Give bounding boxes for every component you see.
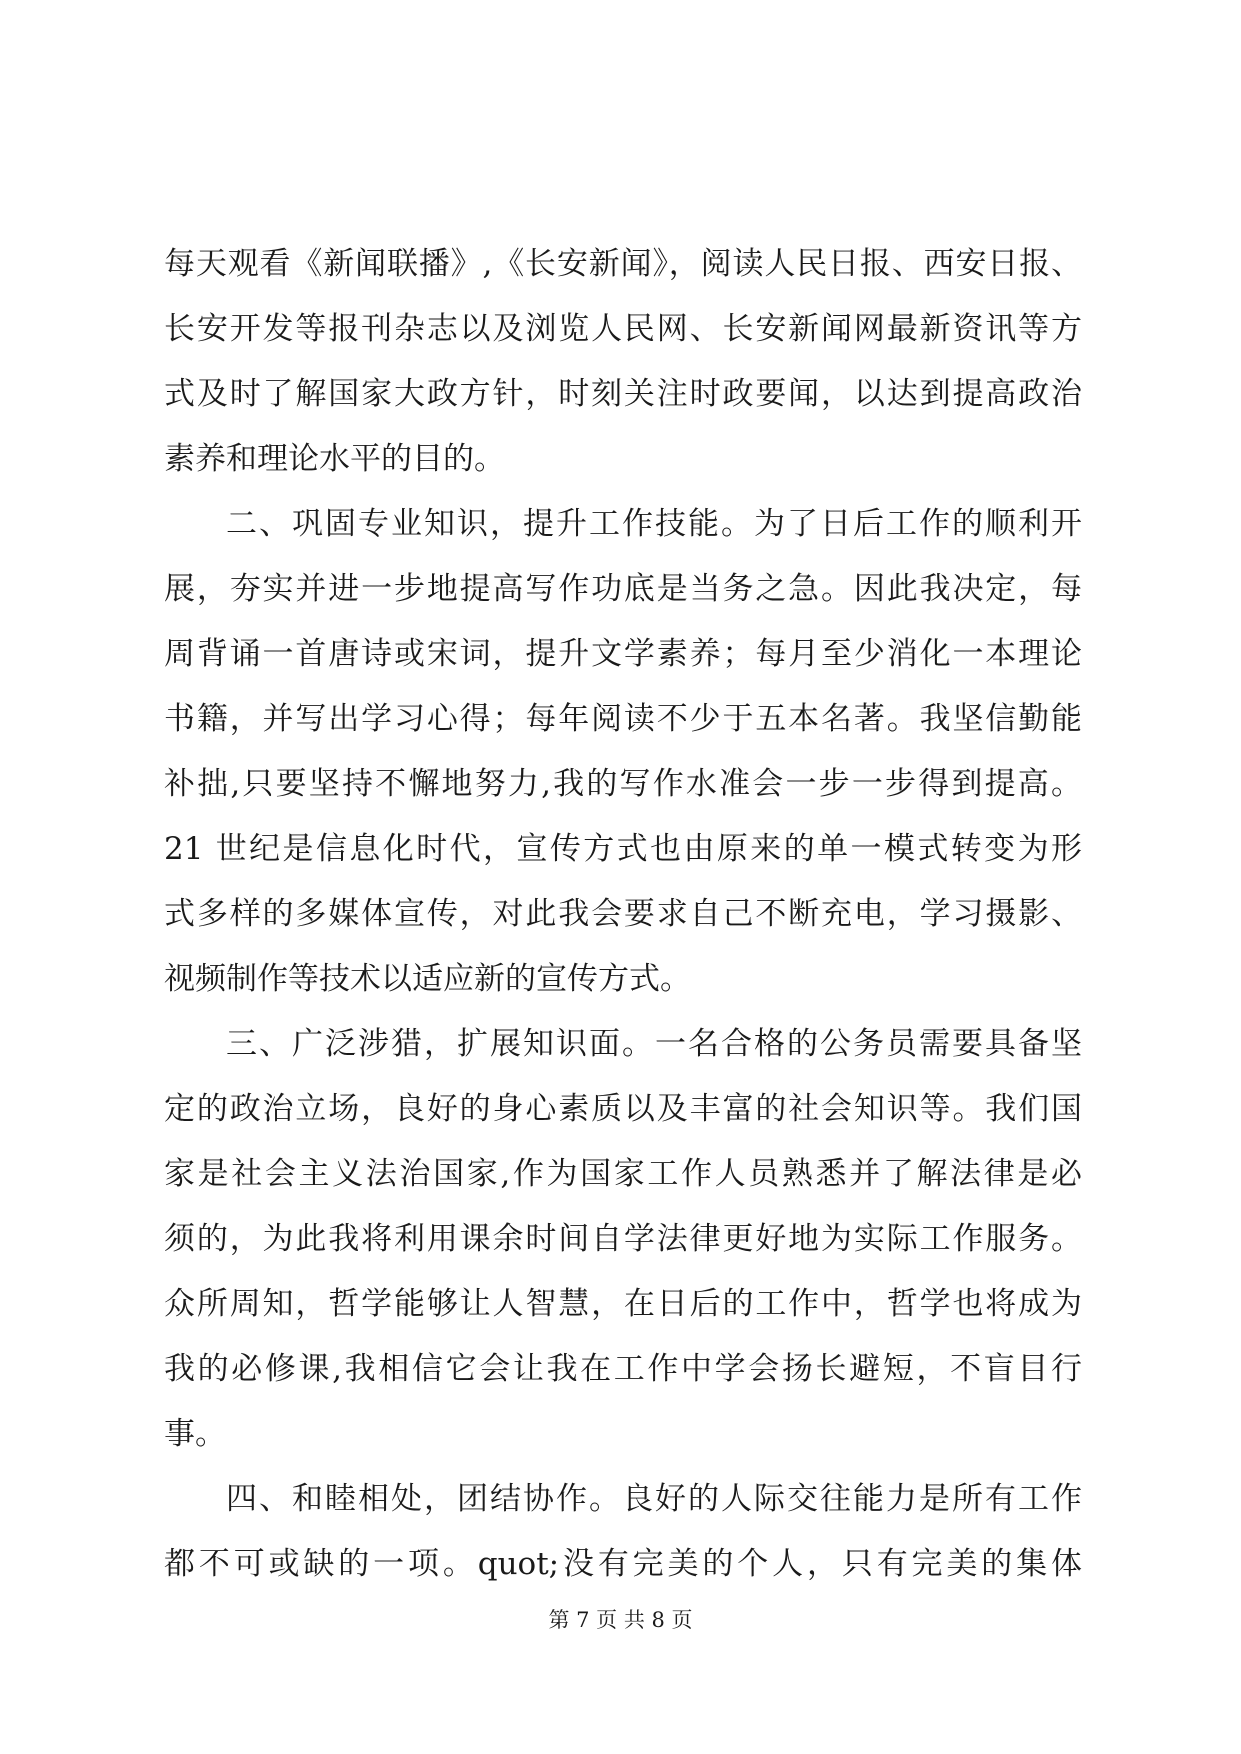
text-line: 式多样的多媒体宣传，对此我会要求自己不断充电，学习摄影、 (164, 896, 1082, 932)
page-footer: 第 7 页 共 8 页 (548, 1608, 693, 1632)
text-line: 式及时了解国家大政方针，时刻关注时政要闻，以达到提高政治 (164, 376, 1082, 412)
text-line: 家是社会主义法治国家,作为国家工作人员熟悉并了解法律是必 (164, 1156, 1082, 1192)
text-line: 须的，为此我将利用课余时间自学法律更好地为实际工作服务。 (164, 1221, 1082, 1257)
text-line: 长安开发等报刊杂志以及浏览人民网、长安新闻网最新资讯等方 (164, 311, 1082, 347)
paragraph-first-line: 三、广泛涉猎，扩展知识面。一名合格的公务员需要具备坚 (226, 1026, 1082, 1062)
text-line: 周背诵一首唐诗或宋词，提升文学素养；每月至少消化一本理论 (164, 636, 1082, 672)
paragraph-first-line: 二、巩固专业知识，提升工作技能。为了日后工作的顺利开 (226, 506, 1082, 542)
document-body (164, 232, 1082, 1597)
text-line: 每天观看《新闻联播》,《长安新闻》，阅读人民日报、西安日报、 (164, 246, 1082, 282)
text-line: 都不可或缺的一项。quot;没有完美的个人，只有完美的集体 (164, 1546, 1082, 1582)
text-line: 书籍，并写出学习心得；每年阅读不少于五本名著。我坚信勤能 (164, 701, 1082, 737)
text-line: 众所周知，哲学能够让人智慧，在日后的工作中，哲学也将成为 (164, 1286, 1082, 1322)
text-line: 定的政治立场，良好的身心素质以及丰富的社会知识等。我们国 (164, 1091, 1082, 1127)
text-line: 事。 (164, 1416, 226, 1452)
text-line: 素养和理论水平的目的。 (164, 441, 505, 477)
paragraph-first-line: 四、和睦相处，团结协作。良好的人际交往能力是所有工作 (226, 1481, 1082, 1517)
text-line: 21 世纪是信息化时代，宣传方式也由原来的单一模式转变为形 (164, 831, 1082, 867)
text-line: 我的必修课,我相信它会让我在工作中学会扬长避短，不盲目行 (164, 1351, 1082, 1387)
text-line: 补拙,只要坚持不懈地努力,我的写作水准会一步一步得到提高。 (164, 766, 1082, 802)
text-line: 视频制作等技术以适应新的宣传方式。 (164, 961, 691, 997)
text-line: 展，夯实并进一步地提高写作功底是当务之急。因此我决定，每 (164, 571, 1082, 607)
